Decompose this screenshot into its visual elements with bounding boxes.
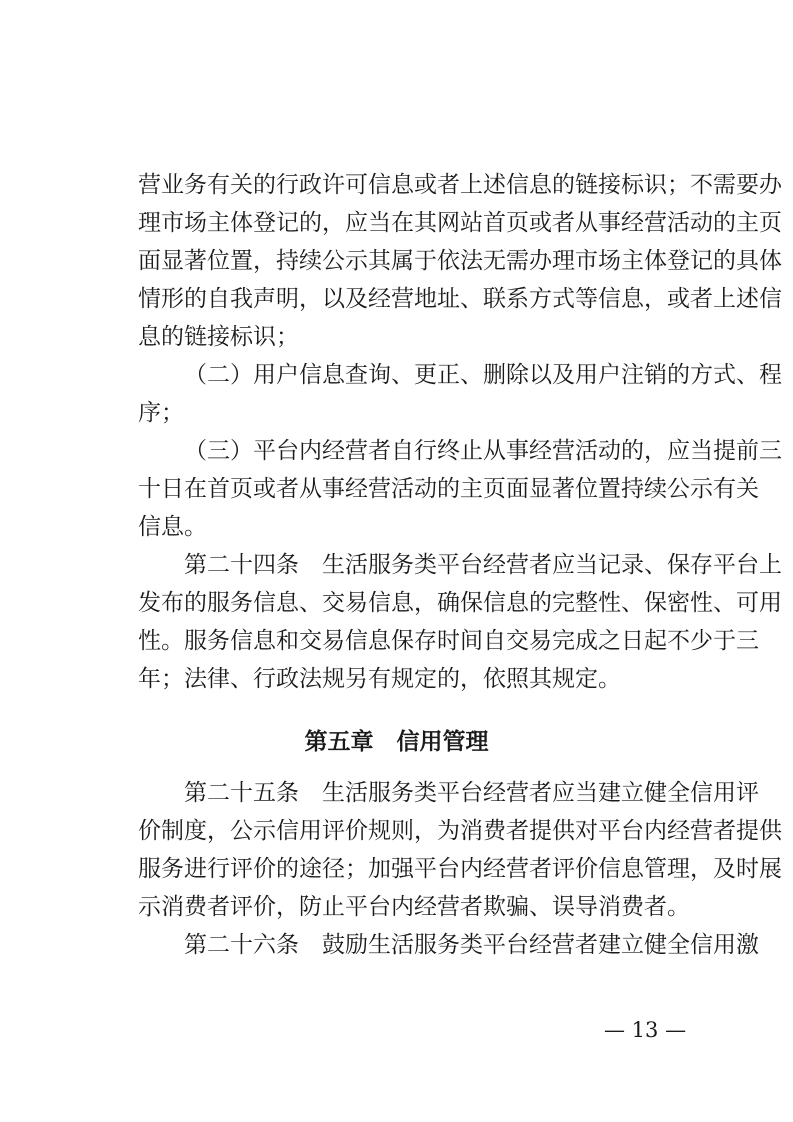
body-text-line: 情形的自我声明，以及经营地址、联系方式等信息，或者上述信 [138, 286, 782, 312]
body-text-line: 序； [138, 400, 184, 426]
body-text-line: （二）用户信息查询、更正、删除以及用户注销的方式、程 [184, 362, 782, 388]
body-text-line: 信息。 [138, 514, 207, 540]
body-text-line: 息的链接标识； [138, 324, 299, 350]
body-text-line: 营业务有关的行政许可信息或者上述信息的链接标识；不需要办 [138, 172, 782, 198]
body-text-line: 发布的服务信息、交易信息，确保信息的完整性、保密性、可用 [138, 590, 782, 616]
chapter-heading: 第五章 信用管理 [304, 729, 489, 755]
article-26-line: 第二十六条 鼓励生活服务类平台经营者建立健全信用激 [184, 932, 759, 958]
page-number: — 13 — [604, 1018, 687, 1042]
body-text-line: （三）平台内经营者自行终止从事经营活动的，应当提前三 [184, 438, 782, 464]
body-text-line: 理市场主体登记的，应当在其网站首页或者从事经营活动的主页 [138, 210, 782, 236]
article-25-line: 第二十五条 生活服务类平台经营者应当建立健全信用评 [184, 780, 759, 806]
body-text-line: 性。服务信息和交易信息保存时间自交易完成之日起不少于三 [138, 628, 759, 654]
body-text-line: 年；法律、行政法规另有规定的，依照其规定。 [138, 666, 621, 692]
body-text-line: 服务进行评价的途径；加强平台内经营者评价信息管理，及时展 [138, 856, 782, 882]
article-24-line: 第二十四条 生活服务类平台经营者应当记录、保存平台上 [184, 552, 782, 578]
body-text-line: 十日在首页或者从事经营活动的主页面显著位置持续公示有关 [138, 476, 759, 502]
body-text-line: 示消费者评价，防止平台内经营者欺骗、误导消费者。 [138, 894, 690, 920]
body-text-line: 价制度，公示信用评价规则，为消费者提供对平台内经营者提供 [138, 818, 782, 844]
body-text-line: 面显著位置，持续公示其属于依法无需办理市场主体登记的具体 [138, 248, 782, 274]
